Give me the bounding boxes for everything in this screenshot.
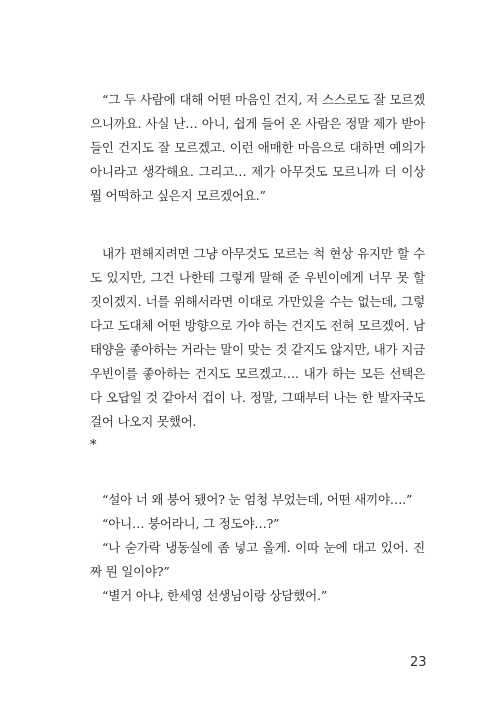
dialogue-line: “설아 너 왜 붕어 됐어? 눈 엄청 부었는데, 어떤 새끼야….”	[102, 492, 413, 507]
narration-paragraph	[90, 242, 425, 434]
dialogue-line: “별거 아냐, 한세영 선생님이랑 상담했어.”	[102, 588, 328, 603]
dialogue-line: “아니… 붕어라니, 그 정도야…?”	[102, 516, 280, 531]
dialogue-line: “나 숟가락 냉동실에 좀 넣고 올게. 이따 눈에 대고 있어. 진짜 뭔 일이야?”	[90, 540, 425, 579]
dialogue-block	[90, 488, 425, 608]
paragraph: 내가 편해지려면 그냥 아무것도 모르는 척 현상 유지만 할 수도 있지만, 그건 나한테 그렇게 말해 준 우빈이에게 너무 못 할 짓이겠지. 너를 위해서라면 이대로 가만있을 수는 없는데, 그렇다고 도대체 어떤 방향으로 가야 하는 건지도 전혀 모르겠어. 남태양을 좋아하는 거라는 말이 맞는 것 같지도 않지만, 내가 지금 우빈이를 좋아하는 건지도 모르겠고…. 내가 하는 모든 선택은 다 오답일 것 같아서 겁이 나. 정말, 그때부터 나는 한 발자국도 걸어 나오지 못했어.	[90, 246, 425, 429]
page-number: 23	[410, 655, 427, 670]
paragraph: “그 두 사람에 대해 어떤 마음인 건지, 저 스스로도 잘 모르겠으니까요. 사실 난… 아니, 쉽게 들어 온 사람은 정말 제가 받아들인 건지도 잘 모르겠고. 이런 애매한 마음으로 대하면 예의가 아니라고 생각해요. 그리고… 제가 아무것도 모르니까 더 이상 뭘 어떡하고 싶은지 모르겠어요.”	[90, 92, 425, 203]
dialogue-paragraph-top	[90, 88, 425, 208]
section-divider: *	[90, 438, 97, 453]
